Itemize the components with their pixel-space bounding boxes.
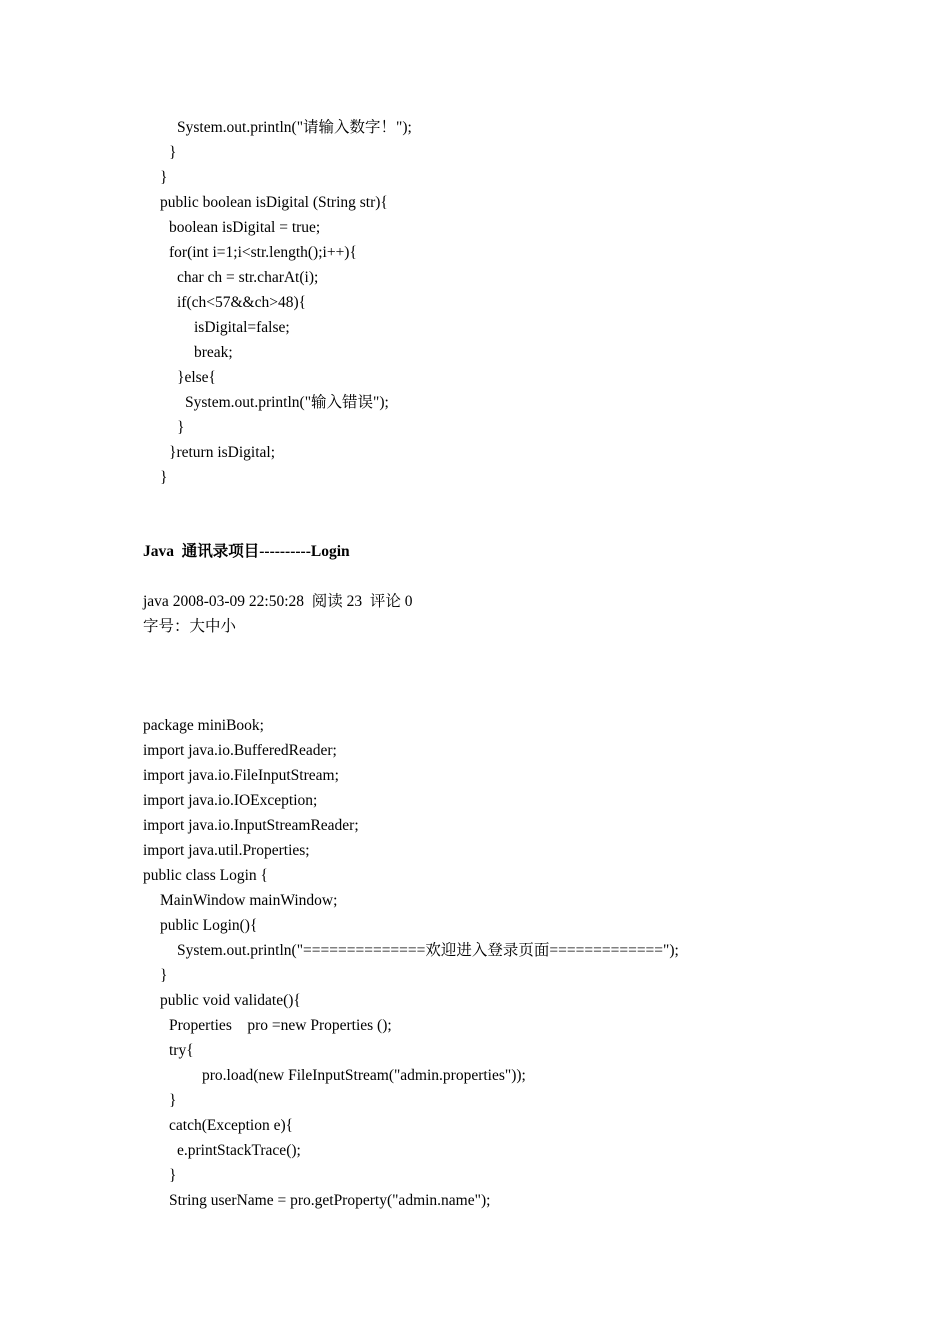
code-line: public Login(){ bbox=[160, 917, 258, 934]
code-line: } bbox=[169, 144, 177, 161]
code-line: for(int i=1;i<str.length();i++){ bbox=[169, 244, 357, 261]
code-line: public void validate(){ bbox=[160, 992, 301, 1009]
code-line: import java.io.BufferedReader; bbox=[143, 742, 337, 759]
code-line: } bbox=[177, 419, 185, 436]
code-line: } bbox=[169, 1167, 177, 1184]
code-line: break; bbox=[194, 344, 233, 361]
code-line: char ch = str.charAt(i); bbox=[177, 269, 319, 286]
code-line: System.out.println("==============欢迎进入登录页面============="); bbox=[177, 942, 679, 959]
code-line: package miniBook; bbox=[143, 717, 264, 734]
code-line: try{ bbox=[169, 1042, 194, 1059]
code-line: catch(Exception e){ bbox=[169, 1117, 294, 1134]
font-size-label: 字号：大中小 bbox=[143, 618, 237, 635]
code-line: if(ch<57&&ch>48){ bbox=[177, 294, 307, 311]
code-line: String userName = pro.getProperty("admin.name"); bbox=[169, 1192, 491, 1209]
code-line: isDigital=false; bbox=[194, 319, 290, 336]
code-line: public class Login { bbox=[143, 867, 268, 884]
code-line: } bbox=[160, 469, 168, 486]
code-line: }else{ bbox=[177, 369, 216, 386]
article-meta: java 2008-03-09 22:50:28 阅读 23 评论 0 bbox=[143, 593, 413, 610]
code-line: } bbox=[169, 1092, 177, 1109]
code-line: import java.io.InputStreamReader; bbox=[143, 817, 359, 834]
code-line: pro.load(new FileInputStream("admin.properties")); bbox=[202, 1067, 526, 1084]
code-line: import java.io.FileInputStream; bbox=[143, 767, 339, 784]
article-title: Java 通讯录项目----------Login bbox=[143, 543, 350, 560]
code-line: import java.io.IOException; bbox=[143, 792, 318, 809]
code-line: } bbox=[160, 169, 168, 186]
code-line: } bbox=[160, 967, 168, 984]
code-line: public boolean isDigital (String str){ bbox=[160, 194, 388, 211]
code-line: MainWindow mainWindow; bbox=[160, 892, 338, 909]
code-line: boolean isDigital = true; bbox=[169, 219, 321, 236]
code-line: e.printStackTrace(); bbox=[177, 1142, 301, 1159]
code-line: }return isDigital; bbox=[169, 444, 276, 461]
code-line: System.out.println("输入错误"); bbox=[185, 394, 389, 411]
code-line: Properties pro =new Properties (); bbox=[169, 1017, 392, 1034]
code-line: System.out.println("请输入数字！"); bbox=[177, 119, 412, 136]
code-line: import java.util.Properties; bbox=[143, 842, 310, 859]
